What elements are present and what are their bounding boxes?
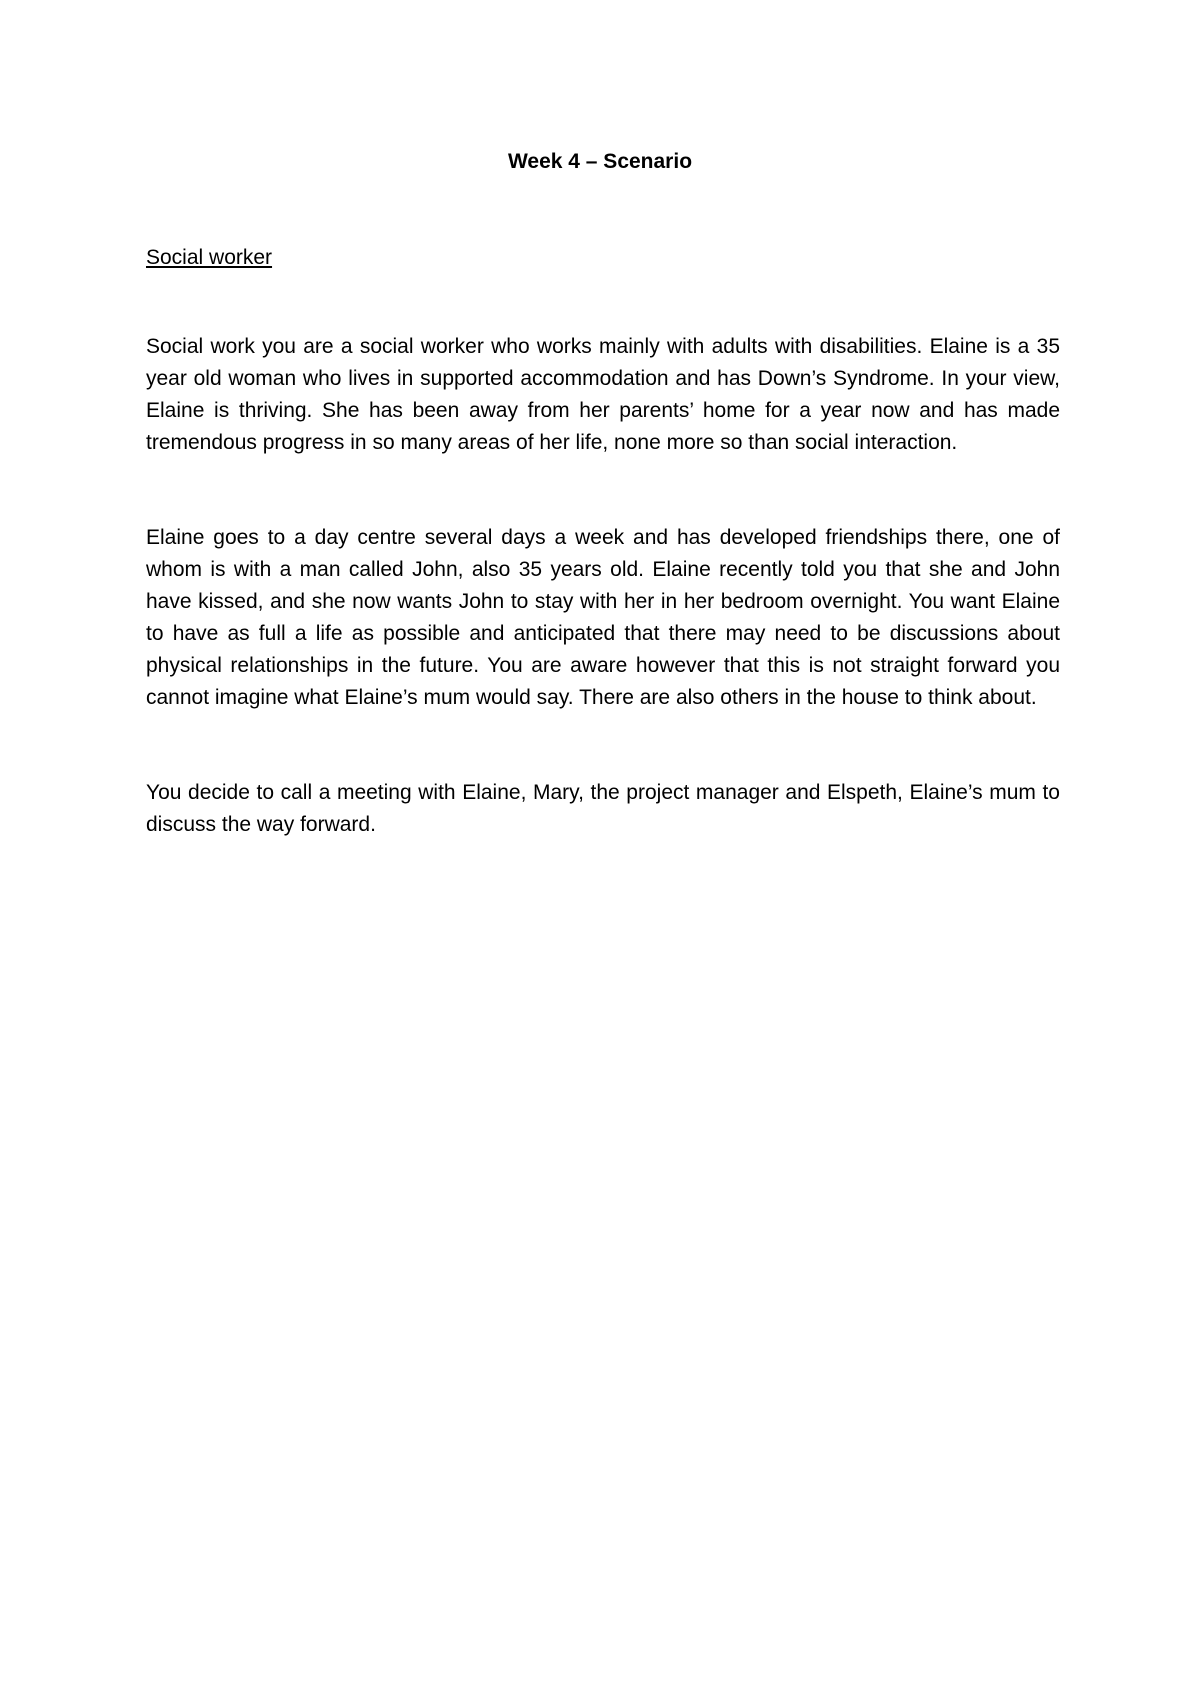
paragraph-meeting: You decide to call a meeting with Elaine, Mary, the project manager and Elspeth, Elaine’s mum to discuss the way forward. <box>146 781 1060 836</box>
document-body <box>146 244 1060 904</box>
page-title: Week 4 – Scenario <box>507 150 693 173</box>
section-heading: Social worker <box>146 246 273 269</box>
paragraph-situation: Elaine goes to a day centre several days a week and has developed friendships there, one of whom is with a man called John, also 35 years old. Elaine recently told you that she and John have kissed, and she now wants John to stay with her in her bedroom overnight. You want Elaine to have as full a life as possible and anticipated that there may need to be discussions about physical relationships in the future. You are aware however that this is not straight forward you cannot imagine what Elaine’s mum would say. There are also others in the house to think about. <box>146 526 1060 709</box>
paragraph-intro: Social work you are a social worker who works mainly with adults with disabilities. Elaine is a 35 year old woman who lives in supported accommodation and has Down’s Syndrome. In your view, Elaine is thriving. She has been away from her parents’ home for a year now and has made tremendous progress in so many areas of her life, none more so than social interaction. <box>146 335 1060 454</box>
